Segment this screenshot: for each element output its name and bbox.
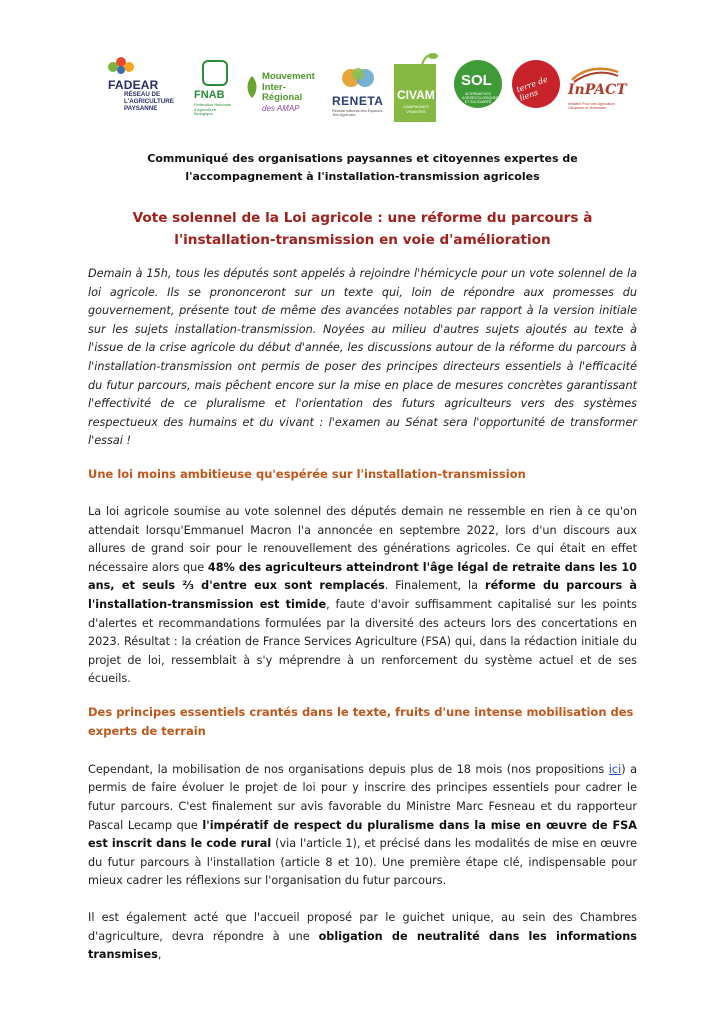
document-title: Vote solennel de la Loi agricole : une réforme du parcours à l'installation-transmission en voie d'amélioration xyxy=(132,210,593,248)
amap-line1: Mouvement xyxy=(262,71,315,82)
section2-p2-text-c: , xyxy=(157,948,162,962)
reneta-subtitle: Réseau national des Espaces-Test Agricoles xyxy=(332,109,384,117)
impact-logo xyxy=(566,64,630,120)
sol-subtitle: ALTERNATIVES AGROÉCOLOGIQUES ET SOLIDAIRES xyxy=(462,92,499,104)
section1-bold-reform: réforme du parcours à l'installation-transmission est timide xyxy=(88,579,638,611)
section1-text-c: . Finalement, la xyxy=(384,579,486,593)
communique-header: Communiqué des organisations paysannes et citoyennes expertes de l'accompagnement à l'installation-transmission agricoles xyxy=(147,152,578,183)
section2-text-a: Cependant, la mobilisation de nos organisations depuis plus de 18 mois (nos propositions xyxy=(88,762,609,776)
civam-subtitle: CAMPAGNES VIVANTES xyxy=(403,104,429,114)
civam-name: CIVAM xyxy=(397,88,435,102)
amap-line3: des AMAP xyxy=(262,103,300,113)
fadear-subtitle: RÉSEAU DE L'AGRICULTURE PAYSANNE xyxy=(124,91,174,112)
amap-text xyxy=(262,72,324,114)
fnab-name: FNAB xyxy=(194,89,225,101)
amap-line2: Inter-Régional xyxy=(262,81,303,103)
impact-subtitle: Initiative Pour une Agriculture Citoyenne et Territoriale xyxy=(568,102,615,111)
impact-name: InPACT xyxy=(568,82,627,98)
intro-paragraph: Demain à 15h, tous les députés sont appelés à rejoindre l'hémicycle pour un vote solennel de la loi agricole. Ils se prononceront sur un texte qui, loin de répondre aux promesses du gouvernement, présente tout de même des avancées notables par rapport à la version initiale sur les sujets installation-transmission. Noyées au milieu d'autres sujets ajoutés au texte à l'issue de la crise agricole du début d'année, les discussions autour de la réforme du parcours à l'installation-transmission ont permis de poser des principes directeurs essentiels à l'efficacité du futur parcours, mais pêchent encore sur la mise en place de mesures concrètes garantissant l'effectivité de ce pluralisme et l'orientation des futurs agriculteurs vers des systèmes respectueux des humains et du vivant : l'examen au Sénat sera l'opportunité de transformer l'essai ! xyxy=(88,267,637,448)
section2-bold-pluralism: l'impératif de respect du pluralisme dans la mise en œuvre de FSA est inscrit dans le code rural xyxy=(88,818,637,851)
terre-de-liens-logo xyxy=(512,60,560,108)
sol-logo xyxy=(454,60,502,108)
section2-paragraph xyxy=(88,761,637,891)
section2-bold-neutrality: obligation de neutralité dans les informations transmises xyxy=(88,929,637,962)
reneta-name: RENETA xyxy=(332,94,384,108)
document-body xyxy=(88,150,637,965)
logo-banner xyxy=(100,44,630,126)
section2-heading: Des principes essentiels crantés dans le texte, fruits d'une intense mobilisation des experts de terrain xyxy=(88,704,634,738)
amap-leaf-icon xyxy=(244,74,260,100)
section1-bold-retirement: 48% des agriculteurs atteindront l'âge légal de retraite dans les 10 ans, et seuls ⅔ d'entre eux sont remplacés xyxy=(88,560,637,593)
fadear-logo xyxy=(106,56,192,116)
section1-text-a: La loi agricole soumise au vote solennel des députés demain ne ressemble en rien à ce qu'on attendait lorsqu'Emmanuel Macron l'a annoncée en septembre 2022, lors d'un discours aux allures de grand soir pour le renouvellement des générations agricoles. Ce qui était en effet nécessaire alors que xyxy=(88,504,637,574)
amap-logo xyxy=(244,70,324,113)
section2-text-b: ) a permis de faire évoluer le projet de loi pour y inscrire des principes essentiels pour cadrer le futur parcours. C'est finalement sur avis favorable du Ministre Marc Fesneau et du rapporteur Pascal Lecamp que xyxy=(88,762,638,832)
sol-name: SOL xyxy=(461,72,492,89)
section2-p2-text-a: Il est également acté que l'accueil proposé par le guichet unique, au sein des Chambres d'agriculture, devra répondre à une xyxy=(88,911,637,943)
impact-swoosh-icon xyxy=(570,64,620,84)
section2-paragraph-2 xyxy=(88,909,637,965)
section1-heading: Une loi moins ambitieuse qu'espérée sur l'installation-transmission xyxy=(88,466,526,481)
reneta-logo xyxy=(332,64,386,124)
section1-text-e: , faute d'avoir suffisamment capitalisé sur les points d'alertes et recommandations formulées par la diversité des acteurs lors des concertations en 2023. Résultat : la création de France Services Agriculture (FSA) qui, dans la rédaction initiale du projet de loi, ressemblait à s'y méprendre à un renforcement du système actuel et de ses écueils. xyxy=(88,597,637,686)
fnab-mark-icon xyxy=(202,60,228,86)
fnab-subtitle: Fédération Nationale d'Agriculture Biologique xyxy=(194,102,232,116)
fadear-name: FADEAR xyxy=(108,78,159,92)
section1-paragraph xyxy=(88,503,637,689)
civam-logo xyxy=(394,52,438,126)
propositions-link[interactable]: ici xyxy=(608,762,622,776)
terre-de-liens-name: terre de liens xyxy=(515,74,550,103)
section2-text-d: (via l'article 1), et précisé dans les modalités de mise en œuvre du futur parcours à l'installation (article 8 et 10). Une première étape clé, indispensable pour mieux cadrer les réflexions sur l'organisation du futur parcours. xyxy=(88,837,637,888)
reneta-emblem-icon xyxy=(340,64,376,92)
fnab-logo xyxy=(194,60,236,120)
